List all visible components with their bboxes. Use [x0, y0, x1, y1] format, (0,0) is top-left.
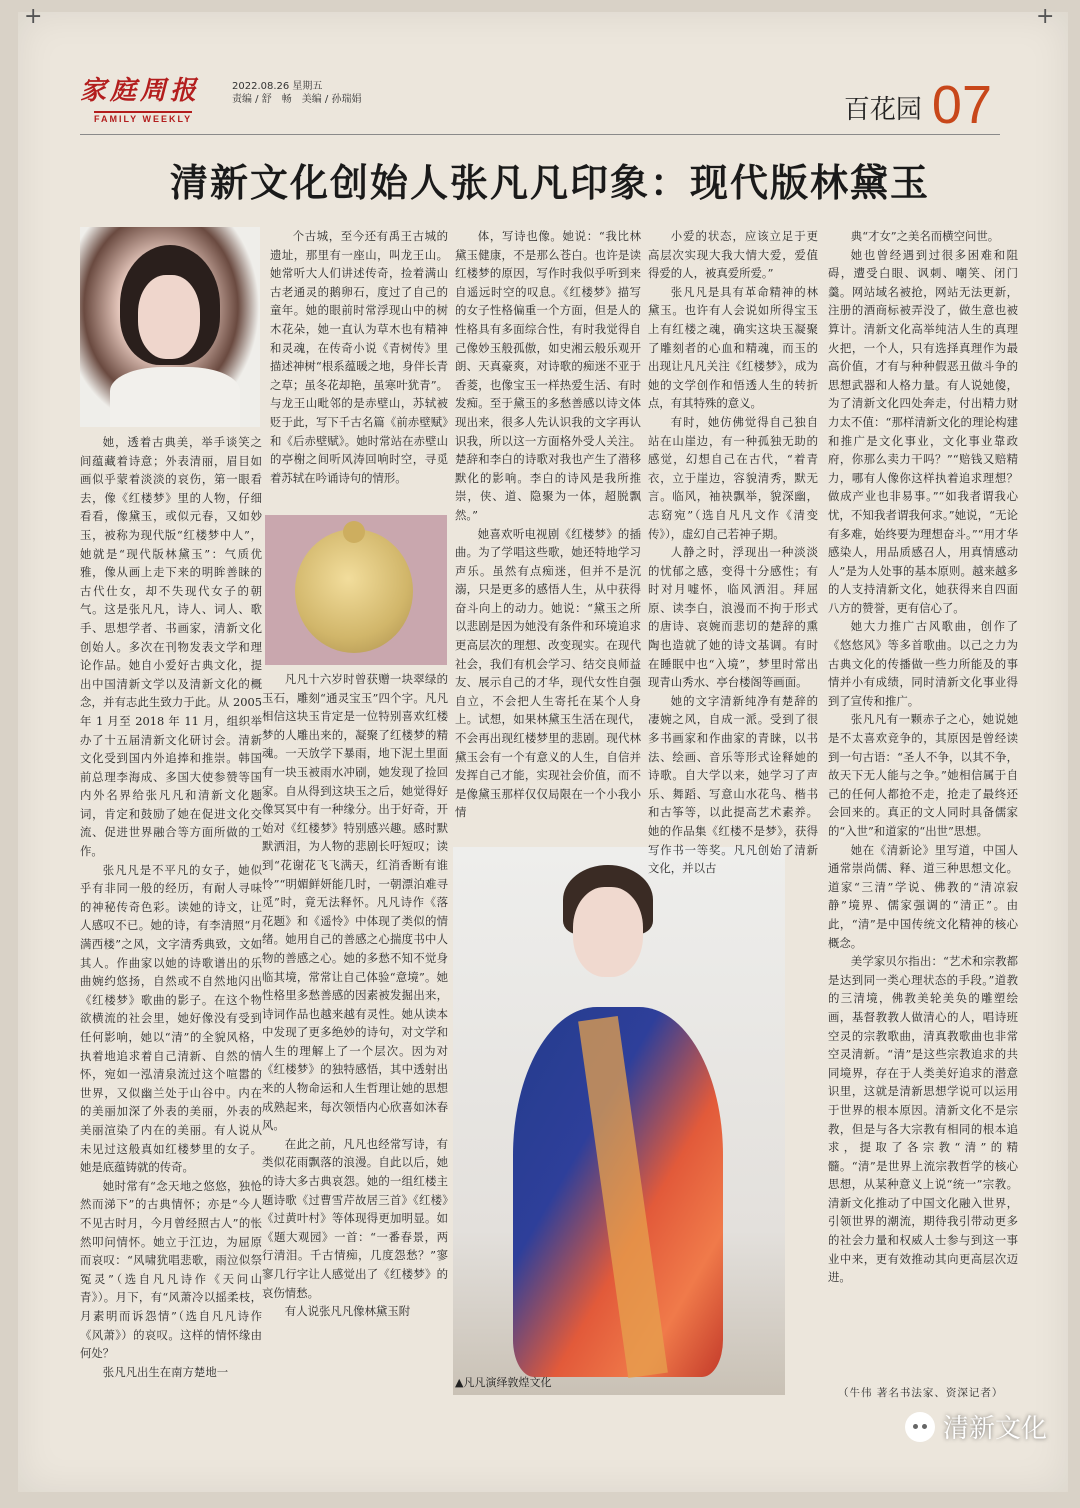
article-column-2-top [270, 227, 448, 509]
paragraph: 张凡凡是具有革命精神的林黛玉。也许有人会说如所得宝玉上有红楼之魂，确实这块玉凝聚了雕刻者的心血和精魂，而玉的出现让凡凡关注《红楼梦》，成为她的文学创作和悟透人生的转折点，有其特殊的意义。 [648, 284, 818, 411]
paragraph: 张凡凡有一颗赤子之心，她说她是不太喜欢竞争的，其原因是曾经读到一句古语：“圣人不争，以其不争，故天下无人能与之争。”她相信属于自己的任何人都抢不走，抢走了最终还会回来的。真正的文人同时具备儒家的“入世”和道家的“出世”思想。 [828, 712, 1018, 838]
paragraph: 张凡凡是不平凡的女子，她似乎有非同一般的经历，有耐人寻味的神秘传奇色彩。读她的诗文，让人感叹不已。她的诗，有李清照“月满西楼”之风，文字清秀典致，文如其人。作曲家以她的诗歌谱出的乐曲婉约悠扬，自然或不自然地闪出《红楼梦》歌曲的影子。在这个物欲横流的社会里，她好像没有受到任何影响，她以“清”的全貌风格，执着地追求着自己清新、自然的情怀，宛如一泓清泉流过这个喧嚣的世界，又似幽兰处于山谷中。内在的美丽加深了外表的美丽，外表的美丽渲染了内在的美丽。有人说从未见过这般真如红楼梦里的女子。她是底蕴铸就的传奇。 [80, 862, 262, 1175]
watermark-text: 清新文化 [943, 1414, 1048, 1444]
newspaper-logo-subtitle: FAMILY WEEKLY [94, 111, 192, 124]
article-column-4 [648, 227, 818, 876]
registration-mark: + [24, 4, 43, 29]
paragraph: 她在《清新论》里写道，中国人通常崇尚儒、释、道三种思想文化。道家“三清”学说、佛教的“清凉寂静”境界、儒家强调的“清正”。由此，“清”是中国传统文化精神的核心概念。 [828, 842, 1018, 950]
paragraph: 美学家贝尔指出：“艺术和宗教都是达到同一类心理状态的手段。”道教的三清境，佛教美轮美奂的雕塑绘画，基督教教人做清心的人，唱诗班空灵的宗教歌曲，清真教歌曲也非常空灵清新。“清”是这些宗教追求的共同境界，存在于人类美好追求的潜意识里，这就是清新思想学说可以运用于世界的根本原因。清新文化不是宗教，但是与各大宗教有相同的根本追求，提取了各宗教“清”的精髓。“清”是世界上流宗教哲学的核心思想，从某种意义上说“统一”宗教。清新文化推动了中国文化融入世界，引领世界的潮流，期待我引带动更多的社会力量和权威人士参与到这一事业中来，更有效推动其向更高层次迈进。 [828, 954, 1018, 1285]
wechat-watermark [905, 1408, 1047, 1445]
jade-pendant-photo [265, 515, 447, 665]
masthead [80, 70, 200, 126]
paragraph: 凡凡十六岁时曾获赠一块翠绿的玉石，雕刻“通灵宝玉”四个字。凡凡相信这块玉肯定是一位特别喜欢红楼梦的人雕出来的，凝聚了红楼梦的精魂。一天放学下暴雨，地下泥土里面有一块玉被雨水冲刷，她发现了捡回家。自从得到这块玉之后，她觉得好像冥冥中有一种缘分。出于好奇，开始对《红楼梦》特别感兴趣。感时默默洒泪，为人物的悲剧长吁短叹；读到“花谢花飞飞满天，红消香断有谁怜”“明媚鲜妍能几时，一朝漂泊难寻觅”时，竟无法释怀。凡凡诗作《落花题》和《遥怜》中体现了类似的情绪。她用自己的善感之心揣度书中人物的善感之心。她的多愁不知不觉身临其境，常常让自己体验“意境”。她性格里多愁善感的因素被发掘出来，诗词作品也越来越有灵性。她从读本中发现了更多绝妙的诗句，对文学和人生的理解上了一个层次。因为对《红楼梦》的独特感悟，其中透射出来的人物命运和人生哲理让她的思想成熟起来，每次领悟内心欣喜如沐春风。 [262, 672, 448, 1133]
paragraph: 有人说张凡凡像林黛玉附 [284, 1304, 411, 1319]
issue-info [232, 80, 361, 106]
paragraph: 有时，她仿佛觉得自己独自站在山崖边，有一种孤独无助的感觉，幻想自己在古代，“着青衣，立于崖边，容貌清秀，默无言。临风，袖袂飘举，貌深幽，志窈宛”（选自凡凡文作《清变传》），虚幻自己若神子期。 [648, 414, 818, 541]
page-number: 07 [931, 75, 992, 135]
paragraph: 典“才女”之美名而横空问世。 [850, 229, 1000, 243]
photo-caption: ▲凡凡演绎敦煌文化 [455, 1376, 552, 1389]
paragraph: 她也曾经遇到过很多困难和阻碍，遭受白眼、讽刺、嘲笑、闭门羹。网站域名被抢，网站无法更新，注册的酒商标被弄没了，做生意也被算计。清新文化高举纯洁人生的真理火把，一个人，只有选择真理作为最高价值，才有与种种假恶丑做斗争的思想武器和人格力量。有人说她傻，为了清新文化四处奔走，付出精力财力太不值：“那样清新文化的理论构建和推广是文化事业，文化事业靠政府，你那么卖力干吗？”“赔钱又赔精力，哪有人像你这样执着追求理想？做成产业也非易事。”“如我者谓我心忧，不知我者谓我何求。”她说，“无论有多难，始终要为理想奋斗。”“用才华感染人，用品质感召人，用真情感动人”是为人处事的基本原则。越来越多的人支持清新文化，她获得来自四面八方的赞誉，更有信心了。 [828, 247, 1018, 615]
article-column-1 [80, 433, 262, 1408]
paragraph: 小爱的状态，应该立足于更高层次实现大我大情大爱，爱值得爱的人，被真爱所爱。” [648, 229, 818, 281]
paragraph: 她，透着古典美，举手谈笑之间蕴藏着诗意；外表清丽，眉目如画似乎蒙着淡淡的哀伤，第一眼看去，像《红楼梦》里的人物，仔细看看，像黛玉，或似元春，又如妙玉，被称为现代版“红楼梦中人”，她就是“现代版林黛玉”：气质优雅，像从画上走下来的明眸善睐的古代仕女，却不失现代女子的朝气。这是张凡凡，诗人、词人、歌手、思想学者、书画家，清新文化创始人。多次在刊物发表文学和理论作品。她自小爱好古典文化，提出中国清新文学以及清新文化的概念，并有志此生致力于此。从 2005 年 1 月至 2018 年 11 月，组织举办了十五届清新文化研讨会。清新文化受到国内外追捧和推崇。韩国前总理李海成、多国大使参赞等国内外名界给张凡凡和清新文化题词，肯定和鼓励了她在促进文化交流、促进世界融合等方面所做的工作。 [80, 435, 262, 859]
newspaper-logo: 家庭周报 [80, 76, 201, 106]
paragraph: 她时常有“念天地之悠悠，独怆然而涕下”的古典情怀；亦是“今人不见古时月，今月曾经照古人”的怅然叩问情怀。她立于江边，为屈原而哀叹：“风啸犹唱悲歌，雨泣似祭冤灵”（选自凡凡诗作《天问山青》）。月下，有“风萧冷以摇柔枝，月素明而诉怨情”（选自凡凡诗作《风萧》）的哀叹。这样的情怀缘由何处？ [80, 1178, 262, 1361]
paragraph: 体，写诗也像。她说：“我比林黛玉健康，不是那么苍白。也许是读红楼梦的原因，写作时我似乎听到来自遥远时空的叹息。《红楼梦》描写的女子性格偏重一个方面，但是人的性格具有多面综合性，有时我觉得自己像妙玉般孤傲，如史湘云般乐观开朗、天真豪爽，对诗歌的痴迷不亚于香菱，也像宝玉一样热爱生活、有时发痴。至于黛玉的多愁善感以诗文体现出来，很多人先认识我的文字再认识我，所以这一方面格外受人关注。楚辞和李白的诗歌对我也产生了潜移默化的影响。李白的诗风是我所推崇，侠、道、隐聚为一体，超脱飘然。” [455, 229, 641, 522]
wechat-icon [905, 1412, 935, 1442]
article-column-2-bottom [262, 670, 448, 1408]
portrait-photo [80, 227, 260, 427]
registration-mark: + [1036, 4, 1055, 29]
paragraph: 个古城，至今还有禹王古城的遗址，那里有一座山，叫龙王山。她常听大人们讲述传奇，捡着满山古老通灵的鹅卵石，度过了自己的童年。她的眼前时常浮现山中的树木花朵，她一直认为草木也有精神和灵魂，在传奇小说《青树传》里描述神树“根系蕴暖之地，身伴长青之草；虽冬花却艳，虽寒叶犹青”。与龙王山毗邻的是赤壁山，苏轼被贬于此，写下千古名篇《前赤壁赋》和《后赤壁赋》。她时常站在赤壁山的亭榭之间听风涛回响时空，寻觅着苏轼在吟诵诗句的情形。 [270, 229, 448, 485]
article-column-3 [455, 227, 641, 839]
dunhuang-costume-photo [453, 847, 785, 1395]
section-header [843, 75, 992, 135]
paragraph: 她大力推广古风歌曲，创作了《悠悠风》等多首歌曲。以己之力为古典文化的传播做一些力所能及的事情并小有成绩，同时清新文化事业得到了宣传和推广。 [828, 619, 1018, 708]
header-divider [80, 134, 1000, 135]
section-name: 百花园 [843, 95, 922, 125]
paragraph: 人静之时，浮现出一种淡淡的忧郁之感，变得十分感性；有时对月嘘怀，临风洒泪。拜屈原、读李白，浪漫而不拘于形式的唐诗、哀婉而悲切的楚辞的熏陶也造就了她的诗文基调。有时在睡眠中也“入境”，梦里时常出现青山秀水、亭台楼阁等画面。 [648, 545, 818, 690]
paragraph: 她的文字清新纯净有楚辞的凄婉之风，自成一派。受到了很多书画家和作曲家的青睐，以书法、绘画、音乐等形式诠释她的诗歌。自大学以来，她学习了声乐、舞蹈、写意山水花鸟、楷书和古筝等，以此提高艺术素养。她的作品集《红楼不是梦》，获得写作书一等奖。凡凡创始了清新文化，并以古 [648, 693, 818, 876]
author-byline: （牛伟 著名书法家、资深记者） [838, 1387, 1004, 1399]
article-column-5 [828, 227, 1018, 1377]
paragraph: 在此之前，凡凡也经常写诗，有类似花雨飘落的浪漫。自此以后，她的诗大多古典哀怨。她的一组红楼主题诗歌《过曹雪芹故居三首》《红楼》《过黄叶村》等体现得更加明显。如《题大观园》一首：“一番春景，两行清泪。千古情痴，几度怨愁？”寥寥几行字让人感觉出了《红楼梦》的哀伤情愁。 [262, 1136, 448, 1300]
paragraph: 她喜欢听电视剧《红楼梦》的插曲。为了学唱这些歌，她还特地学习声乐。虽然有点痴迷，但并不是沉溺，只是更多的感悟人生，从中获得奋斗向上的动力。她说：“黛玉之所以悲剧是因为她没有条件和环境追求更高层次的理想、改变现实。在现代社会，我们有机会学习、结交良师益友、展示自己的才华，现代女性自强自立，不会把人生寄托在某个人身上。试想，如果林黛玉生活在现代，不会再出现红楼梦里的悲剧。现代林黛玉会有一个有意义的人生，自信并发挥自己才能，实现社会价值，而不是像黛玉那样仅仅局限在一个小我小情 [455, 526, 641, 820]
paragraph: 张凡凡出生在南方楚地一 [102, 1364, 229, 1379]
article-headline: 清新文化创始人张凡凡印象：现代版林黛玉 [169, 161, 930, 205]
issue-editors: 责编 / 舒 畅 美编 / 孙瑞娟 [232, 94, 362, 105]
issue-date: 2022.08.26 星期五 [232, 81, 323, 92]
